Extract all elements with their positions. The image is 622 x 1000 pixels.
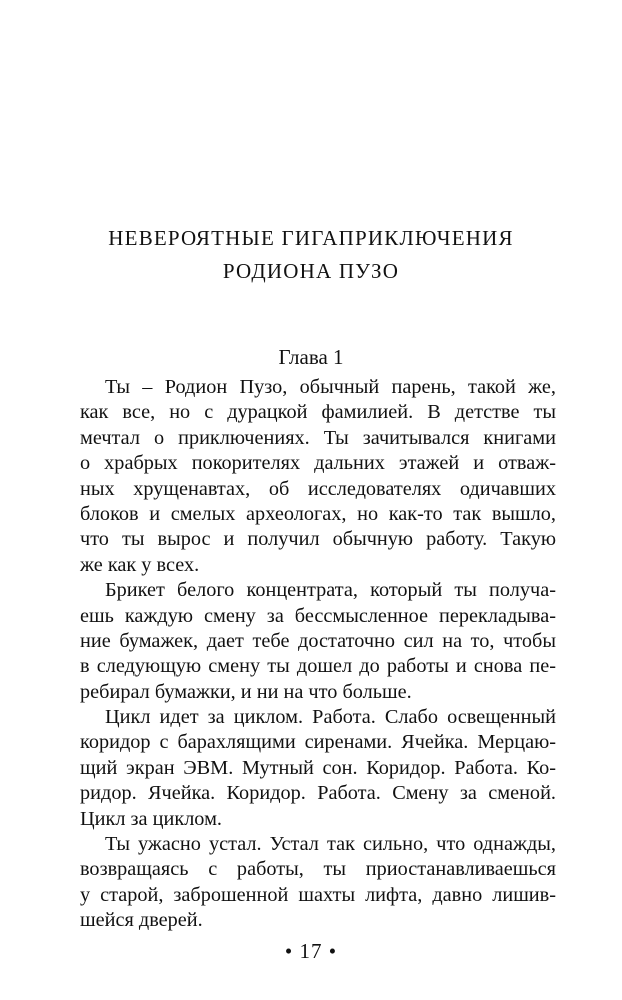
text-line: Ты ужасно устал. Устал так сильно, что однажды, bbox=[105, 833, 556, 856]
text-line: о храбрых покорителях дальних этажей и отваж- bbox=[80, 452, 556, 475]
text-line: щий экран ЭВМ. Мутный сон. Коридор. Работа. Ко- bbox=[80, 756, 556, 779]
text-line: же как у всех. bbox=[80, 553, 200, 576]
text-line: Цикл за циклом. bbox=[80, 807, 222, 830]
text-line: у старой, заброшенной шахты лифта, давно лишив- bbox=[80, 883, 556, 906]
text-line: ных хрущенавтах, об исследователях одичавших bbox=[80, 477, 556, 500]
text-line: Цикл идет за циклом. Работа. Слабо освещенный bbox=[105, 706, 556, 729]
text-line: в следующую смену ты дошел до работы и снова пе- bbox=[80, 655, 556, 678]
text-line: ние бумажек, дает тебе достаточно сил на то, чтобы bbox=[80, 629, 556, 652]
body-text bbox=[80, 375, 556, 934]
story-title bbox=[0, 222, 622, 288]
text-line: ешь каждую смену за бессмысленное перекладыва- bbox=[80, 604, 556, 627]
text-line: что ты вырос и получил обычную работу. Такую bbox=[80, 528, 556, 551]
story-title-line-1: НЕВЕРОЯТНЫЕ ГИГАПРИКЛЮЧЕНИЯ bbox=[108, 226, 514, 250]
story-title-line-2: РОДИОНА ПУЗО bbox=[222, 259, 400, 283]
text-line: Брикет белого концентрата, который ты получа- bbox=[105, 579, 556, 602]
text-line: шейся дверей. bbox=[80, 909, 203, 932]
text-line: мечтал о приключениях. Ты зачитывался книгами bbox=[80, 426, 556, 449]
text-line: как все, но с дурацкой фамилией. В детстве ты bbox=[80, 401, 556, 424]
text-line: возвращаясь с работы, ты приостанавливаешься bbox=[80, 858, 556, 881]
text-line: коридор с барахлящими сиренами. Ячейка. Мерцаю- bbox=[80, 731, 556, 754]
text-line: Ты – Родион Пузо, обычный парень, такой же, bbox=[105, 376, 556, 398]
text-line: блоков и смелых археологах, но как-то так вышло, bbox=[80, 502, 556, 525]
text-line: ридор. Ячейка. Коридор. Работа. Смену за сменой. bbox=[80, 782, 556, 805]
text-line: ребирал бумажки, и ни на что больше. bbox=[80, 680, 412, 703]
page-number: • 17 • bbox=[284, 939, 338, 963]
chapter-heading: Глава 1 bbox=[278, 345, 344, 369]
